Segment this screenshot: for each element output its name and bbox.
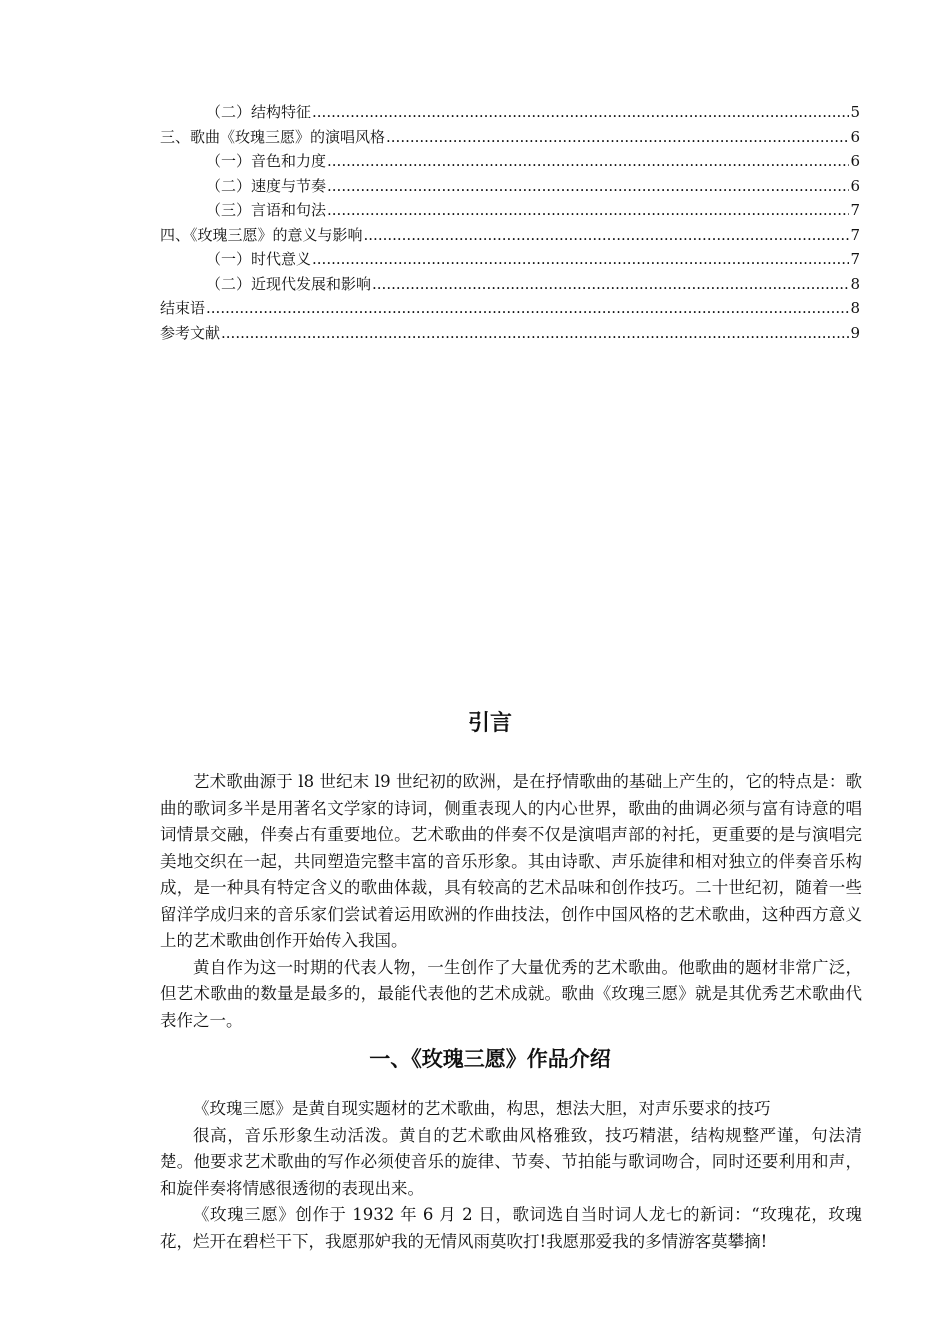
toc-entry-page: 6 [850,152,860,170]
section-paragraph: 《玫瑰三愿》创作于 1932 年 6 月 2 日，歌词选自当时词人龙七的新词：“玫瑰花，玫瑰花，烂开在碧栏干下，我愿那妒我的无情风雨莫吹打!我愿那爱我的多情游客莫攀摘! [160,1205,862,1251]
toc-entry-page: 7 [850,201,860,219]
toc-entry-title: （二）速度与节奏 [206,176,327,195]
toc-leader-dots [312,247,849,272]
toc-entry-page: 6 [850,127,860,146]
toc-entry-page: 5 [850,103,860,121]
toc-leader-dots [206,296,849,321]
toc-entry-page: 6 [850,176,860,195]
toc-entry-page: 8 [850,299,860,317]
toc-entry[interactable] [160,321,860,346]
toc-entry[interactable] [160,125,860,150]
toc-entry[interactable] [160,247,860,272]
toc-entry[interactable] [160,174,860,199]
toc-entry-title: 参考文献 [160,323,221,342]
intro-paragraph: 黄自作为这一时期的代表人物，一生创作了大量优秀的艺术歌曲。他歌曲的题材非常广泛，但艺术歌曲的数量是最多的，最能代表他的艺术成就。歌曲《玫瑰三愿》就是其优秀艺术歌曲代表作之一。 [160,957,862,1030]
toc-entry[interactable] [160,100,860,125]
toc-entry[interactable] [160,149,860,174]
toc-leader-dots [327,198,849,223]
toc-leader-dots [327,174,849,199]
toc-leader-dots [327,149,849,174]
intro-paragraph: 艺术歌曲源于 l8 世纪末 l9 世纪初的欧洲，是在抒情歌曲的基础上产生的，它的特点是：歌曲的歌词多半是用著名文学家的诗词，侧重表现人的内心世界，歌曲的曲调必须与富有诗意的唱词情景交融，伴奏占有重要地位。艺术歌曲的伴奏不仅是演唱声部的衬托，更重要的是与演唱完美地交织在一起，共同塑造完整丰富的音乐形象。其由诗歌、声乐旋律和相对独立的伴奏音乐构成，是一种具有特定含义的歌曲体裁，具有较高的艺术品味和创作技巧。二十世纪初，随着一些留洋学成归来的音乐家们尝试着运用欧洲的作曲技法，创作中国风格的艺术歌曲，这种西方意义上的艺术歌曲创作开始传入我国。 [160,772,862,950]
toc-leader-dots [312,100,849,125]
toc-entry[interactable] [160,198,860,223]
toc-entry-page: 7 [850,250,860,268]
toc-entry-title: （二）结构特征 [206,103,312,121]
toc-entry-title: 三、歌曲《玫瑰三愿》的演唱风格 [160,127,386,146]
table-of-contents [160,100,860,345]
toc-entry[interactable] [160,272,860,297]
toc-entry-title: 结束语 [160,299,206,317]
intro-heading: 引言 [467,711,512,736]
toc-leader-dots [364,223,850,248]
toc-leader-dots [386,125,849,150]
toc-entry-page: 7 [850,225,860,244]
intro-body [160,769,862,1034]
toc-entry-title: （一）音色和力度 [206,152,327,170]
section-body [160,1096,862,1255]
toc-entry-title: （三）言语和句法 [206,201,327,219]
toc-leader-dots [221,321,849,346]
toc-entry-page: 9 [850,323,860,342]
toc-entry-title: 四、《玫瑰三愿》的意义与影响 [160,225,363,244]
toc-entry-page: 8 [850,274,860,293]
toc-entry-title: （一）时代意义 [206,250,312,268]
section-paragraph: 《玫瑰三愿》是黄自现实题材的艺术歌曲，构思，想法大胆，对声乐要求的技巧 [193,1099,771,1118]
section-heading: 一、《玫瑰三愿》作品介绍 [369,1047,611,1071]
toc-entry[interactable] [160,296,860,321]
toc-entry[interactable] [160,223,860,248]
toc-entry-title: （二）近现代发展和影响 [206,274,372,293]
toc-leader-dots [372,272,849,297]
section-paragraph: 很高，音乐形象生动活泼。黄自的艺术歌曲风格雅致，技巧精湛，结构规整严谨，句法清楚。他要求艺术歌曲的写作必须使音乐的旋律、节奏、节拍能与歌词吻合，同时还要利用和声，和旋伴奏将情感很透彻的表现出来。 [160,1125,862,1198]
